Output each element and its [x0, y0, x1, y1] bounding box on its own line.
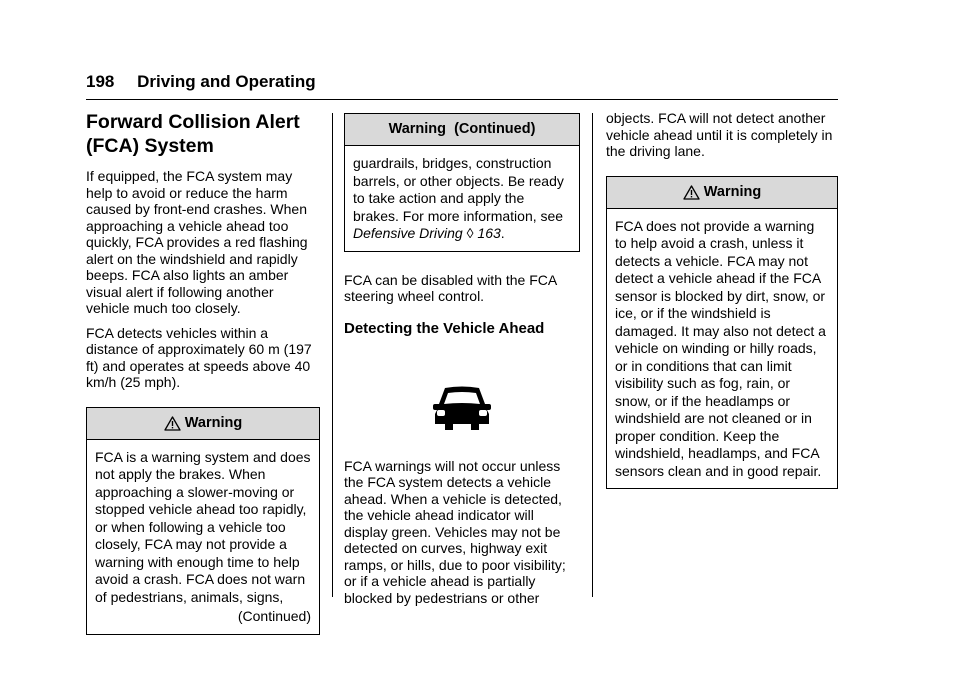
warning-triangle-icon: [164, 416, 181, 431]
page-header: [86, 72, 316, 92]
section-heading: Forward Collision Alert (FCA) System: [86, 111, 300, 157]
column-divider: [592, 113, 593, 597]
page-number: 198: [86, 72, 115, 91]
warning-box: [86, 407, 320, 635]
paragraph: FCA detects vehicles within a distance of approximately 60 m (197 ft) and operates at speeds above 40 km/h (25 mph).: [86, 324, 312, 390]
paragraph: If equipped, the FCA system may help to avoid or reduce the harm caused by front-end crashes. When approaching a vehicle ahead too quickly, FCA provides a red flashing alert on the windshield and rapidly beeps. FCA also lights an amber visual alert if following another vehicle much too closely.: [86, 168, 308, 316]
warning-body: guardrails, bridges, construction barrels, or other objects. Be ready to take action and apply the brakes. For more information, see Defensive Driving ◊ 163.: [353, 155, 564, 241]
cross-reference-link[interactable]: Defensive Driving ◊ 163: [353, 225, 501, 241]
column-divider: [332, 113, 333, 597]
column-3: [606, 110, 838, 489]
continued-label: (Continued): [237, 608, 311, 624]
warning-box-continued: [344, 113, 580, 252]
subheading: Detecting the Vehicle Ahead: [344, 319, 545, 337]
vehicle-ahead-icon: [431, 384, 493, 432]
warning-title: Warning: [703, 183, 762, 200]
column-2: [344, 113, 580, 614]
paragraph: objects. FCA will not detect another vehicle ahead until it is completely in the driving lane.: [606, 110, 833, 159]
warning-box: [606, 176, 838, 490]
warning-header: [87, 408, 319, 440]
warning-body: FCA does not provide a warning to help avoid a crash, unless it detects a vehicle. FCA may not detect a vehicle ahead if the FCA sensor is blocked by dirt, snow, or ice, or if the windshield is damaged. It may also not detect a vehicle on winding or hilly roads, or in conditions that can limit visibility such as fog, rain, or snow, or if the headlamps or windshield are not cleaned or in proper condition. Keep the windshield, headlamps, and FCA sensors clean and in good repair.: [615, 217, 826, 479]
page-ref-icon: ◊: [466, 225, 474, 241]
warning-body: FCA is a warning system and does not apply the brakes. When approaching a slower-moving or stopped vehicle ahead too rapidly, or when following a vehicle too closely, FCA may not provide a warning with enough time to help avoid a crash. FCA does not warn of pedestrians, animals, signs, (Continued): [95, 448, 311, 624]
paragraph: FCA warnings will not occur unless the FCA system detects a vehicle ahead. When a vehicle is detected, the vehicle ahead indicator will display green. Vehicles may not be detected on curves, highway exit ramps, or hills, due to poor visibility; or if a vehicle ahead is partially blocked by pedestrians or other: [344, 457, 566, 606]
paragraph: FCA can be disabled with the FCA steering wheel control.: [344, 271, 557, 304]
warning-triangle-icon: [683, 185, 700, 200]
warning-header: [345, 114, 579, 146]
warning-title: Warning: [184, 414, 243, 431]
warning-header: [607, 177, 837, 209]
header-rule: [86, 99, 838, 100]
section-title: Driving and Operating: [137, 72, 316, 91]
warning-title: Warning (Continued): [388, 121, 536, 138]
column-1: [86, 110, 320, 635]
